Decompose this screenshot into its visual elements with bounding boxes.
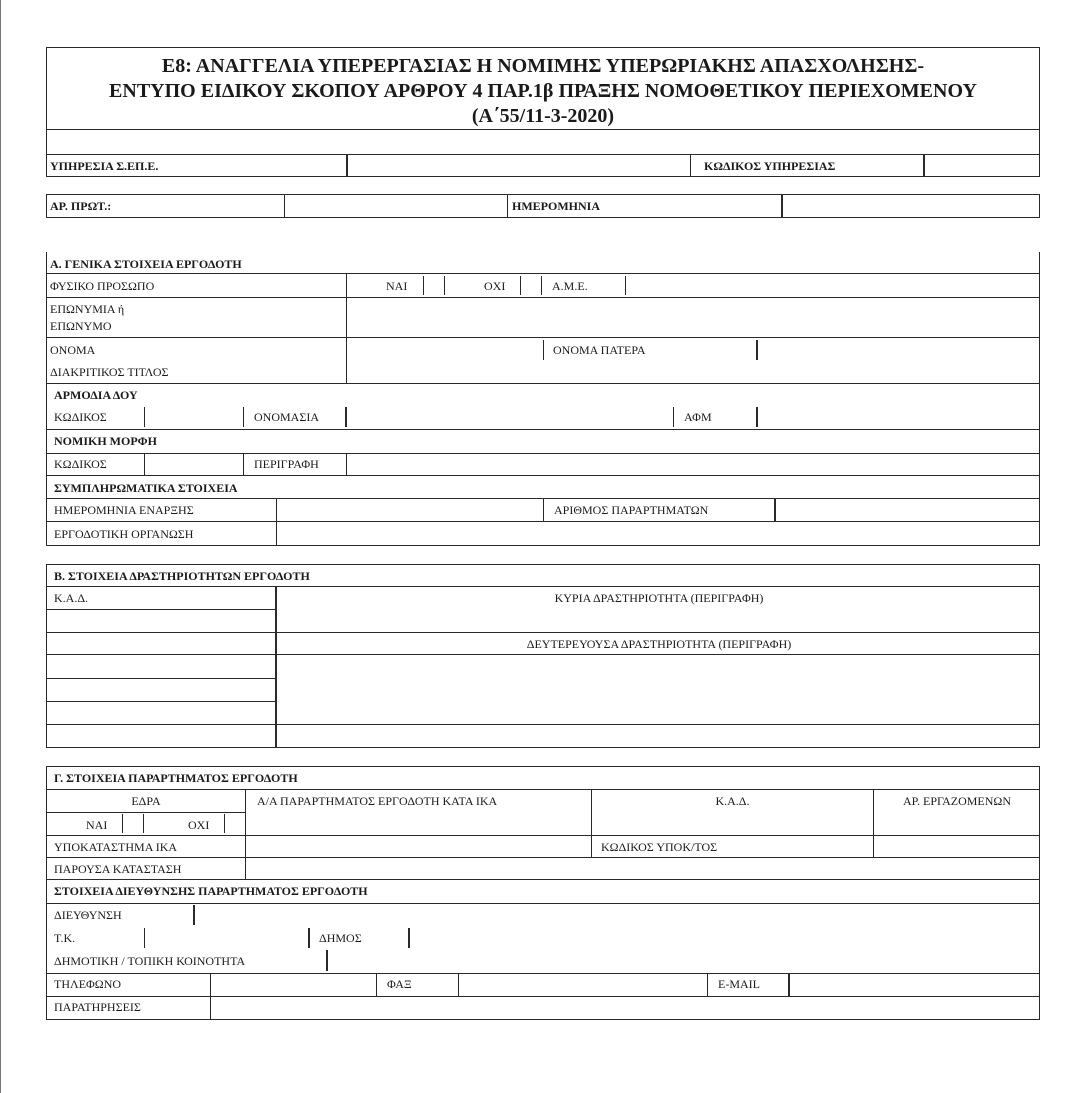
service-row-left	[46, 154, 47, 177]
address-label: ΔΙΕΥΘΥΝΣΗ	[54, 908, 122, 922]
service-code-label: ΚΩΔΙΚΟΣ ΥΠΗΡΕΣΙΑΣ	[704, 159, 836, 173]
legal-form-heading: ΝΟΜΙΚΗ ΜΟΡΦΗ	[54, 434, 157, 448]
branch-count-label: ΑΡΙΘΜΟΣ ΠΑΡΑΡΤΗΜΑΤΩΝ	[554, 503, 709, 517]
tax-name-field[interactable]	[348, 407, 672, 428]
service-code-divider	[690, 154, 691, 176]
protocol-row-left	[46, 194, 47, 218]
date-label: ΗΜΕΡΟΜΗΝΙΑ	[512, 199, 600, 213]
email-label: E-MAIL	[718, 977, 760, 991]
municipality-field[interactable]	[411, 927, 1038, 948]
legal-desc-label: ΠΕΡΙΓΡΑΦΗ	[254, 457, 319, 471]
tax-code-divider	[144, 407, 145, 427]
title-box-top	[46, 47, 1040, 48]
tax-name-value-divider	[345, 407, 347, 427]
seat-yes-box-right	[143, 814, 144, 833]
father-name-label: ΟΝΟΜΑ ΠΑΤΕΡΑ	[553, 343, 646, 357]
section-a-heading: Α. ΓΕΝΙΚΑ ΣΤΟΙΧΕΙΑ ΕΡΓΟΔΟΤΗ	[50, 257, 242, 271]
fax-field[interactable]	[460, 974, 706, 995]
fax-label: ΦΑΞ	[387, 977, 412, 991]
legal-code-field[interactable]	[146, 454, 242, 474]
secondary-activity-field[interactable]	[278, 655, 1038, 723]
natural-yes-box-right	[444, 276, 445, 295]
b-left	[46, 564, 47, 748]
a-line-3	[46, 337, 1040, 338]
afm-field[interactable]	[759, 407, 1037, 428]
ika-branch-label: ΥΠΟΚΑΤΑΣΤΗΜΑ ΙΚΑ	[54, 840, 178, 854]
address-field[interactable]	[196, 904, 1038, 925]
service-row-right	[1039, 154, 1040, 177]
afm-label: ΑΦΜ	[684, 410, 712, 424]
employer-org-field[interactable]	[278, 522, 1038, 544]
municipality-value-divider	[408, 928, 410, 948]
sub-code-label: ΚΩΔΙΚΟΣ ΥΠΟΚ/ΤΟΣ	[601, 840, 718, 854]
municipality-label: ΔΗΜΟΣ	[319, 931, 362, 945]
b-line-2	[46, 632, 1040, 633]
service-divider	[346, 154, 348, 176]
a-line-8	[46, 545, 1040, 546]
c-line-4	[46, 879, 1040, 880]
protocol-row-bottom	[46, 217, 1040, 218]
start-date-field[interactable]	[278, 499, 542, 520]
company-name-label-2: ΕΠΩΝΥΜΟ	[50, 319, 112, 333]
employees-field[interactable]	[875, 813, 1038, 834]
phone-divider	[210, 974, 211, 1020]
protocol-row-right	[1039, 194, 1040, 218]
secondary-kad-field[interactable]	[48, 655, 274, 723]
service-label: ΥΠΗΡΕΣΙΑ Σ.ΕΠ.Ε.	[50, 159, 159, 173]
legal-desc-value-divider	[346, 454, 347, 475]
seat-yes-label: ΝΑΙ	[86, 818, 108, 832]
c-kad-field[interactable]	[593, 813, 872, 834]
ame-label: Α.Μ.Ε.	[552, 279, 588, 293]
a-line-1	[46, 273, 1040, 274]
b-line-1	[46, 586, 1040, 587]
company-name-label-1: ΕΠΩΝΥΜΙΑ ή	[50, 302, 125, 316]
trade-title-field[interactable]	[348, 361, 1038, 382]
legal-desc-field[interactable]	[348, 454, 1038, 474]
municipality-divider	[308, 928, 310, 948]
service-code-value-divider	[923, 154, 925, 176]
c-seat-divider	[245, 789, 246, 879]
legal-desc-divider	[243, 454, 244, 475]
employer-org-label: ΕΡΓΟΔΟΤΙΚΗ ΟΡΓΑΝΩΣΗ	[54, 527, 194, 541]
natural-no-label: ΟΧΙ	[484, 279, 506, 293]
main-activity-label: ΚΥΡΙΑ ΔΡΑΣΤΗΡΙΟΤΗΤΑ (ΠΕΡΙΓΡΑΦΗ)	[554, 591, 764, 605]
b-column-divider	[275, 586, 277, 747]
date-field[interactable]	[784, 195, 1038, 216]
tax-office-heading: ΑΡΜΟΔΙΑ ΔΟΥ	[54, 388, 138, 402]
branch-count-divider	[543, 499, 544, 521]
protocol-label: ΑΡ. ΠΡΩΤ.:	[50, 199, 112, 213]
a-value-divider	[346, 273, 347, 383]
title-box-bottom	[46, 129, 1040, 130]
date-divider	[507, 194, 508, 217]
secondary-activity-label: ΔΕΥΤΕΡΕΥΟΥΣΑ ΔΡΑΣΤΗΡΙΟΤΗΤΑ (ΠΕΡΙΓΡΑΦΗ)	[526, 637, 792, 651]
tax-code-label: ΚΩΔΙΚΟΣ	[54, 410, 107, 424]
father-name-divider	[543, 340, 544, 360]
father-name-value-divider	[756, 340, 758, 360]
status-label: ΠΑΡΟΥΣΑ ΚΑΤΑΣΤΑΣΗ	[54, 862, 182, 876]
seat-no-label: ΟΧΙ	[188, 818, 210, 832]
a-line-5	[46, 429, 1040, 430]
tk-divider	[144, 928, 145, 948]
company-name-field[interactable]	[348, 299, 1038, 336]
a-line-4	[46, 383, 1040, 384]
b-top	[46, 564, 1040, 565]
service-row-bottom	[46, 176, 1040, 177]
afm-value-divider	[756, 407, 758, 427]
notes-label: ΠΑΡΑΤΗΡΗΣΕΙΣ	[54, 1000, 141, 1014]
b-line-4	[46, 724, 1040, 725]
kad-field[interactable]	[48, 610, 274, 631]
tax-code-field[interactable]	[146, 407, 242, 428]
service-field[interactable]	[349, 155, 689, 175]
sub-code-field[interactable]	[875, 836, 1038, 856]
first-name-field[interactable]	[348, 339, 542, 360]
phone-label: ΤΗΛΕΦΩΝΟ	[54, 977, 122, 991]
supplementary-heading: ΣΥΜΠΛΗΡΩΜΑΤΙΚΑ ΣΤΟΙΧΕΙΑ	[54, 481, 238, 495]
c-kad-label: Κ.Α.Δ.	[715, 794, 750, 808]
section-b-heading: Β. ΣΤΟΙΧΕΙΑ ΔΡΑΣΤΗΡΙΟΤΗΤΩΝ ΕΡΓΟΔΟΤΗ	[54, 569, 310, 583]
employees-label: ΑΡ. ΕΡΓΑΖΟΜΕΝΩΝ	[902, 794, 1012, 808]
a-line-6	[46, 475, 1040, 476]
first-name-label: ΟΝΟΜΑ	[50, 343, 96, 357]
seat-label: ΕΔΡΑ	[131, 794, 161, 808]
fax-divider	[376, 974, 377, 996]
a-line-2	[46, 297, 1040, 298]
c-bottom	[46, 1019, 1040, 1020]
form-title-line3: (Α΄55/11-3-2020)	[471, 105, 615, 127]
email-divider	[707, 974, 708, 996]
community-field[interactable]	[329, 950, 1038, 971]
c-seat-sub-line	[46, 812, 246, 813]
tax-name-label: ΟΝΟΜΑΣΙΑ	[254, 410, 319, 424]
date-value-divider	[781, 194, 783, 217]
phone-field[interactable]	[212, 974, 375, 995]
c-line-1	[46, 789, 1040, 790]
branch-count-value-divider	[774, 499, 776, 521]
protocol-field[interactable]	[286, 195, 506, 216]
trade-title-label: ΔΙΑΚΡΙΤΙΚΟΣ ΤΙΤΛΟΣ	[50, 365, 169, 379]
address-heading: ΣΤΟΙΧΕΙΑ ΔΙΕΥΘΥΝΣΗΣ ΠΑΡΑΡΤΗΜΑΤΟΣ ΕΡΓΟΔΟΤΗ	[54, 884, 368, 898]
natural-yes-label: ΝΑΙ	[386, 279, 408, 293]
natural-no-box-right	[541, 276, 542, 295]
service-code-field[interactable]	[926, 155, 1038, 175]
tk-field[interactable]	[146, 927, 306, 948]
community-label: ΔΗΜΟΤΙΚΗ / ΤΟΠΙΚΗ ΚΟΙΝΟΤΗΤΑ	[54, 954, 246, 968]
father-name-field[interactable]	[759, 339, 1037, 360]
address-divider	[193, 905, 195, 925]
form-title-line2: ΕΝΤΥΠΟ ΕΙΔΙΚΟΥ ΣΚΟΠΟΥ ΑΡΘΡΟΥ 4 ΠΑΡ.1β ΠΡΑΞΗΣ ΝΟΜΟΘΕΤΙΚΟΥ ΠΕΡΙΕΧΟΜΕΝΟΥ	[109, 80, 977, 102]
main-activity-field[interactable]	[278, 610, 1038, 631]
ika-branch-field[interactable]	[247, 836, 590, 856]
ame-divider	[625, 276, 626, 295]
email-field[interactable]	[791, 974, 1038, 995]
section-c-heading: Γ. ΣΤΟΙΧΕΙΑ ΠΑΡΑΡΤΗΜΑΤΟΣ ΕΡΓΟΔΟΤΗ	[54, 771, 298, 785]
afm-divider	[673, 407, 674, 427]
natural-person-label: ΦΥΣΙΚΟ ΠΡΟΣΩΠΟ	[50, 279, 155, 293]
community-divider	[326, 950, 328, 971]
start-date-label: ΗΜΕΡΟΜΗΝΙΑ ΕΝΑΡΞΗΣ	[54, 503, 194, 517]
branch-count-field[interactable]	[777, 499, 1037, 520]
branch-no-label: Α/Α ΠΑΡΑΡΤΗΜΑΤΟΣ ΕΡΓΟΔΟΤΗ ΚΑΤΑ ΙΚΑ	[257, 794, 498, 808]
seat-yes-checkbox[interactable]	[123, 814, 143, 833]
tk-label: Τ.Κ.	[54, 931, 76, 945]
legal-code-divider	[144, 454, 145, 475]
natural-yes-checkbox[interactable]	[424, 276, 444, 295]
fax-value-divider	[458, 974, 459, 996]
branch-no-field[interactable]	[247, 813, 590, 834]
natural-no-checkbox[interactable]	[521, 276, 541, 295]
kad-label: Κ.Α.Δ.	[54, 591, 89, 605]
seat-no-checkbox[interactable]	[225, 814, 244, 833]
form-title-line1: Ε8: ΑΝΑΓΓΕΛΙΑ ΥΠΕΡΕΡΓΑΣΙΑΣ Η ΝΟΜΙΜΗΣ ΥΠΕΡΩΡΙΑΚΗΣ ΑΠΑΣΧΟΛΗΣΗΣ-	[161, 55, 925, 77]
ame-field[interactable]	[627, 275, 1037, 296]
protocol-divider	[284, 194, 285, 217]
email-value-divider	[788, 974, 790, 996]
b-bottom	[46, 747, 1040, 748]
notes-field[interactable]	[212, 997, 1038, 1019]
tax-name-divider	[243, 407, 244, 427]
c-top	[46, 766, 1040, 767]
legal-code-label: ΚΩΔΙΚΟΣ	[54, 457, 107, 471]
start-date-divider	[276, 499, 277, 545]
status-field[interactable]	[247, 858, 1038, 879]
